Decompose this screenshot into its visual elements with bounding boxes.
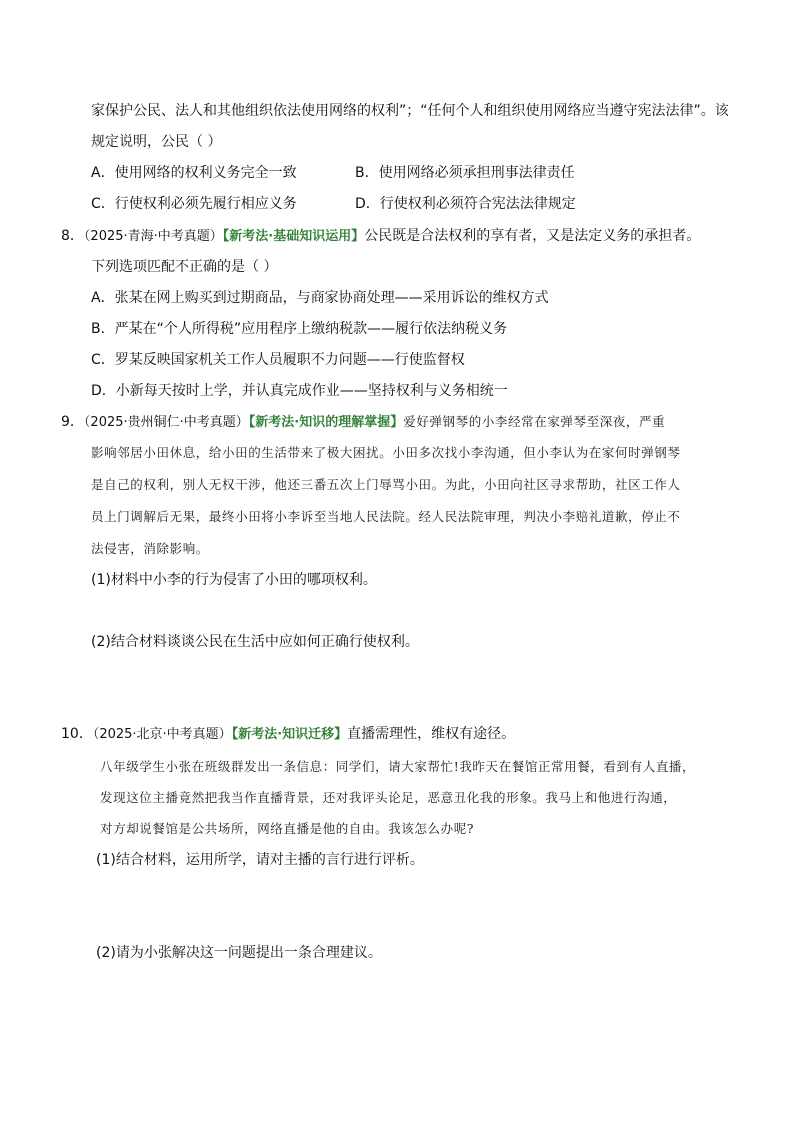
- q8-option-d: D．小新每天按时上学，并认真完成作业——坚持权利与义务相统一: [91, 383, 508, 399]
- q8-number: 8．: [61, 228, 84, 244]
- q8-stem-line1: 公民既是合法权利的享有者，又是法定义务的承担者。: [364, 228, 701, 244]
- q9-source: （2025·贵州铜仁·中考真题）: [83, 415, 249, 430]
- q8-stem-line2: 下列选项匹配不正确的是（ ）: [91, 259, 278, 275]
- q10-material-line3: 对方却说餐馆是公共场所，网络直播是他的自由。我该怎么办呢?: [100, 821, 475, 836]
- q8-tag: 【新考法·基础知识运用】: [222, 229, 365, 244]
- q7-option-a: A．使用网络的权利义务完全一致: [91, 165, 297, 181]
- q10-header: [61, 724, 515, 745]
- q9-material-line4: 员上门调解后无果，最终小田将小李诉至当地人民法院。经人民法院审理，判决小李赔礼道歉，停止不: [91, 509, 681, 524]
- q10-material-line2: 发现这位主播竟然把我当作直播背景，还对我评头论足，恶意丑化我的形象。我马上和他进行沟通，: [100, 790, 677, 805]
- q9-material-line1: 爱好弹钢琴的小李经常在家弹琴至深夜，严重: [403, 414, 666, 429]
- q7-option-b: B．使用网络必须承担刑事法律责任: [355, 165, 575, 181]
- q8-header: [61, 226, 700, 247]
- q10-tag: 【新考法·知识迁移】: [231, 727, 348, 742]
- q9-sub-question-1: (1)材料中小李的行为侵害了小田的哪项权利。: [91, 572, 377, 588]
- q8-option-c: C．罗某反映国家机关工作人员履职不力问题——行使监督权: [91, 352, 465, 368]
- q10-source: （2025·北京·中考真题）: [92, 727, 232, 742]
- q7-option-d: D．行使权利必须符合宪法法律规定: [355, 196, 576, 212]
- q9-sub-question-2: (2)结合材料谈谈公民在生活中应如何正确行使权利。: [91, 634, 419, 650]
- q8-option-a: A．张某在网上购买到过期商品，与商家协商处理——采用诉讼的维权方式: [91, 290, 549, 306]
- q10-sub-question-2: (2)请为小张解决这一问题提出一条合理建议。: [96, 945, 382, 961]
- q9-number: 9．: [61, 414, 84, 430]
- q9-header: [61, 412, 665, 433]
- q8-option-b: B．严某在“个人所得税”应用程序上缴纳税款——履行依法纳税义务: [91, 321, 508, 337]
- q10-number: 10．: [61, 726, 93, 742]
- q9-material-line2: 影响邻居小田休息，给小田的生活带来了极大困扰。小田多次找小李沟通，但小李认为在家何时弹钢琴: [91, 445, 681, 460]
- q9-material-line3: 是自己的权利，别人无权干涉，他还三番五次上门辱骂小田。为此，小田向社区寻求帮助，社区工作人: [91, 477, 681, 492]
- q10-sub-question-1: (1)结合材料，运用所学，请对主播的言行进行评析。: [96, 852, 424, 868]
- q9-material-line5: 法侵害，消除影响。: [91, 541, 209, 556]
- q9-tag: 【新考法·知识的理解掌握】: [248, 415, 404, 430]
- q7-option-c: C．行使权利必须先履行相应义务: [91, 196, 297, 212]
- q10-material-line1: 八年级学生小张在班级群发出一条信息：同学们，请大家帮忙!我昨天在餐馆正常用餐，看到有人直播，: [100, 759, 696, 774]
- q10-stem: 直播需理性，维权有途径。: [347, 726, 516, 742]
- q8-source: （2025·青海·中考真题）: [83, 229, 223, 244]
- q7-stem-line1: 家保护公民、法人和其他组织依法使用网络的权利”；“任何个人和组织使用网络应当遵守宪法法律”。该: [91, 103, 729, 119]
- q7-stem-line2: 规定说明，公民（ ）: [91, 134, 222, 150]
